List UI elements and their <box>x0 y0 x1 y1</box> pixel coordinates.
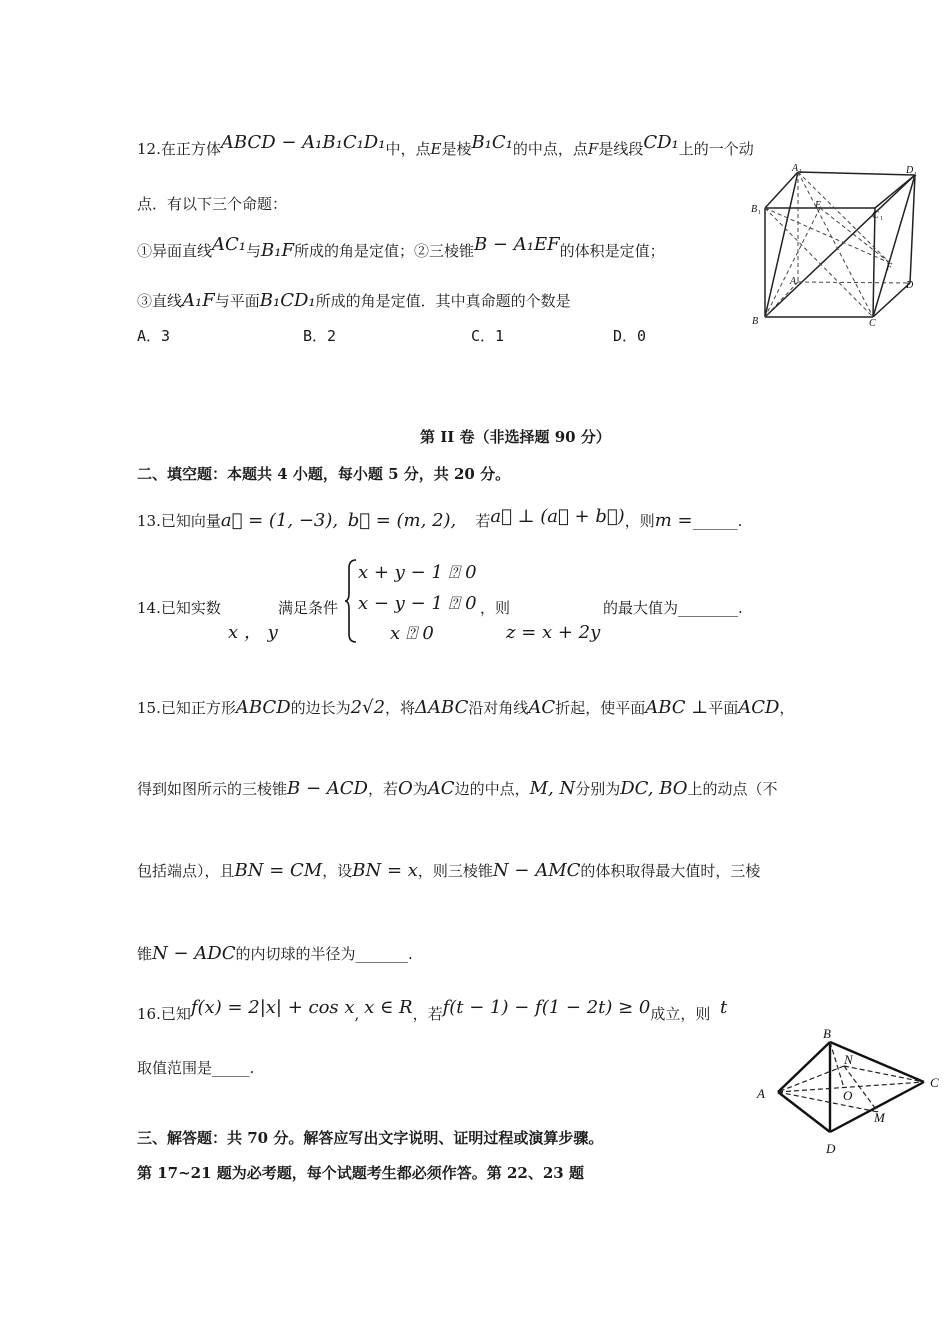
q15-line3: 包括端点），且BN = CM，设BN = x，则三棱锥N − AMC的体积取得最大值时，三棱 <box>137 860 761 881</box>
q14-condition-label: 满足条件 <box>278 599 339 617</box>
choice-a: A．3 <box>137 327 171 345</box>
cube-label-B: B <box>752 316 759 327</box>
math-edge: B₁C₁ <box>471 132 513 153</box>
cube-label-D: D <box>906 280 914 291</box>
q14-vars: x ， y <box>228 622 278 643</box>
q16-line2: 取值范围是_____. <box>137 1059 255 1077</box>
cube-label-B1: B <box>751 204 758 215</box>
pyramid-label-N: N <box>844 1052 853 1067</box>
svg-text:1: 1 <box>799 169 802 175</box>
pyramid-label-C: C <box>930 1075 939 1090</box>
pyramid-label-B: B <box>823 1026 831 1041</box>
q14-constraint-1: x + y − 1 ⍰ 0 <box>358 562 477 583</box>
q13-blank: ______. <box>692 512 743 530</box>
q12-proposition-3: ③直线A₁F与平面B₁CD₁所成的角是定值．其中真命题的个数是 <box>137 290 571 311</box>
choice-d: D．0 <box>613 327 647 345</box>
q16-blank: _____. <box>212 1059 255 1077</box>
q14-then: ，则 <box>480 599 511 617</box>
q14-max-label: 的最大值为________. <box>603 599 743 617</box>
q12-number: 12. <box>137 140 161 158</box>
q14-lead: 14.已知实数 <box>137 599 221 617</box>
cube-label-A1: A <box>792 163 799 174</box>
cube-label-C1: C <box>872 210 879 221</box>
q16-line1: 16.已知f(x) = 2|x| + cos x, x ∈ R，若f(t − 1) − f(1 − 2t) ≥ 0成立，则 t <box>137 997 728 1023</box>
svg-text:1: 1 <box>914 172 917 178</box>
q12-line1: 12.在正方体ABCD − A₁B₁C₁D₁中，点E是棱B₁C₁的中点，点F是线段CD₁上的一个动 <box>137 132 754 158</box>
pyramid-label-D: D <box>826 1141 836 1156</box>
brace-icon <box>344 558 358 644</box>
section2-heading: 二、填空题：本题共 4 小题，每小题 5 分，共 20 分。 <box>137 465 511 483</box>
q15-line1: 15.已知正方形ABCD的边长为2√2，将ΔABC沿对角线AC折起，使平面ABC ⊥平面ACD， <box>137 697 795 718</box>
math-segment: CD₁ <box>643 132 679 153</box>
q14-constraint-3: x ⍰ 0 <box>390 623 434 644</box>
section3-heading: 三、解答题：共 70 分。解答应写出文字说明、证明过程或演算步骤。 <box>137 1129 604 1147</box>
pyramid-figure <box>752 1022 947 1162</box>
choice-b: B．2 <box>303 327 337 345</box>
pyramid-label-A: A <box>757 1086 765 1101</box>
pyramid-label-O: O <box>843 1088 853 1103</box>
cube-figure <box>745 160 925 330</box>
cube-label-A: A <box>790 276 797 287</box>
pyramid-label-M: M <box>874 1110 885 1125</box>
choice-c: C．1 <box>471 327 505 345</box>
q15-line2: 得到如图所示的三棱锥B − ACD，若O为AC边的中点，M, N分别为DC, BO上的动点（不 <box>137 778 778 799</box>
cube-label-F: F <box>886 262 893 273</box>
q12-proposition-1-2: ①异面直线AC₁与B₁F所成的角是定值；②三棱锥B − A₁EF的体积是定值； <box>137 234 665 261</box>
section3-subheading: 第 17~21 题为必考题，每个试题考生都必须作答。第 22、23 题 <box>137 1164 584 1182</box>
q14-constraint-2: x − y − 1 ⍰ 0 <box>358 593 477 614</box>
q15-line4: 锥N − ADC的内切球的半径为_______. <box>137 943 413 964</box>
q13-line: 13.已知向量a⃗ = (1, −3), b⃗ = (m, 2), 若a⃗ ⊥ (a⃗ + b⃗)，则m =______. <box>137 506 743 531</box>
cube-label-C: C <box>869 318 876 329</box>
q12-line2: 点．有以下三个命题： <box>137 195 288 213</box>
svg-text:1: 1 <box>758 210 761 216</box>
cube-label-E: E <box>815 200 822 211</box>
q15-blank: _______. <box>355 945 413 963</box>
section2-title: 第 II 卷（非选择题 90 分） <box>420 428 611 446</box>
svg-text:1: 1 <box>880 216 883 222</box>
q14-blank: ________. <box>678 599 743 617</box>
cube-label-D1: D <box>906 165 914 176</box>
q14-objective: z = x + 2y <box>506 622 601 643</box>
math-cube: ABCD − A₁B₁C₁D₁ <box>220 132 386 153</box>
